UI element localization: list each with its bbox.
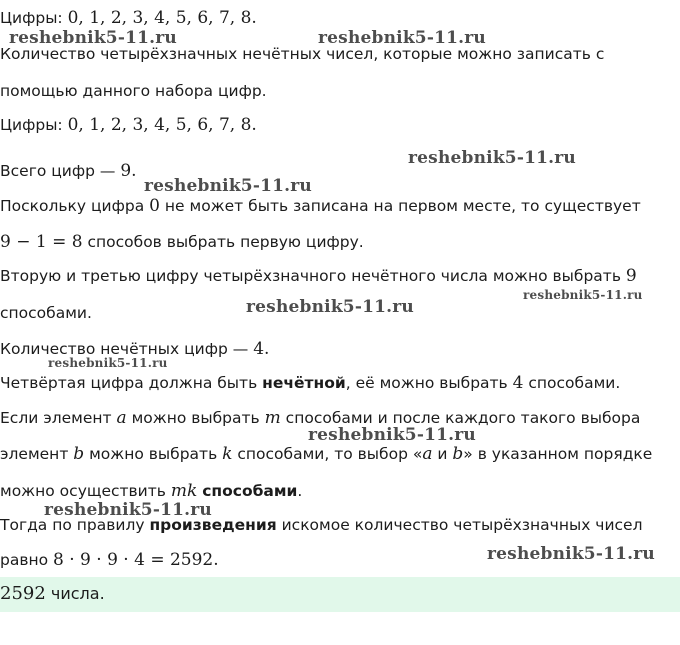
watermark: reshebnik5-11.ru [246,297,414,317]
rule-line-2: элемент b можно выбрать k способами, то выбор «a и b» в указанном порядке [0,444,653,464]
watermark: reshebnik5-11.ru [48,356,168,370]
rule-line-1: Если элемент a можно выбрать m способами и после каждого такого выбора [0,408,641,428]
digits-line-1: Цифры: 0, 1, 2, 3, 4, 5, 6, 7, 8. [0,8,257,28]
watermark: reshebnik5-11.ru [308,425,476,445]
answer-text: 2592 числа. [0,583,105,604]
watermark: reshebnik5-11.ru [523,288,643,302]
result-line: равно 8 · 9 · 9 · 4 = 2592. [0,550,219,570]
answer-box [0,577,680,612]
product-rule-line: Тогда по правилу произведения искомое количество четырёхзначных чисел [0,516,643,534]
task-line-1: Количество четырёхзначных нечётных чисел, которые можно записать с [0,45,605,63]
rule-line-3: можно осуществить mk способами. [0,481,303,501]
digits-line-2: Цифры: 0, 1, 2, 3, 4, 5, 6, 7, 8. [0,115,257,135]
solution-line-1: Поскольку цифра 0 не может быть записана на первом месте, то существует [0,196,641,216]
watermark: reshebnik5-11.ru [318,28,486,48]
solution-line-4: способами. [0,304,92,322]
task-line-2: помощью данного набора цифр. [0,82,267,100]
fourth-digit-line: Четвёртая цифра должна быть нечётной, её можно выбрать 4 способами. [0,373,621,393]
solution-line-3: Вторую и третью цифру четырёхзначного нечётного числа можно выбрать 9 [0,266,637,286]
watermark: reshebnik5-11.ru [408,148,576,168]
total-digits-line: Всего цифр — 9. [0,161,137,181]
watermark: reshebnik5-11.ru [144,176,312,196]
solution-line-2: 9 − 1 = 8 способов выбрать первую цифру. [0,232,364,252]
odd-digits-line: Количество нечётных цифр — 4. [0,339,270,359]
watermark: reshebnik5-11.ru [9,28,177,48]
watermark: reshebnik5-11.ru [44,500,212,520]
watermark: reshebnik5-11.ru [487,544,655,564]
